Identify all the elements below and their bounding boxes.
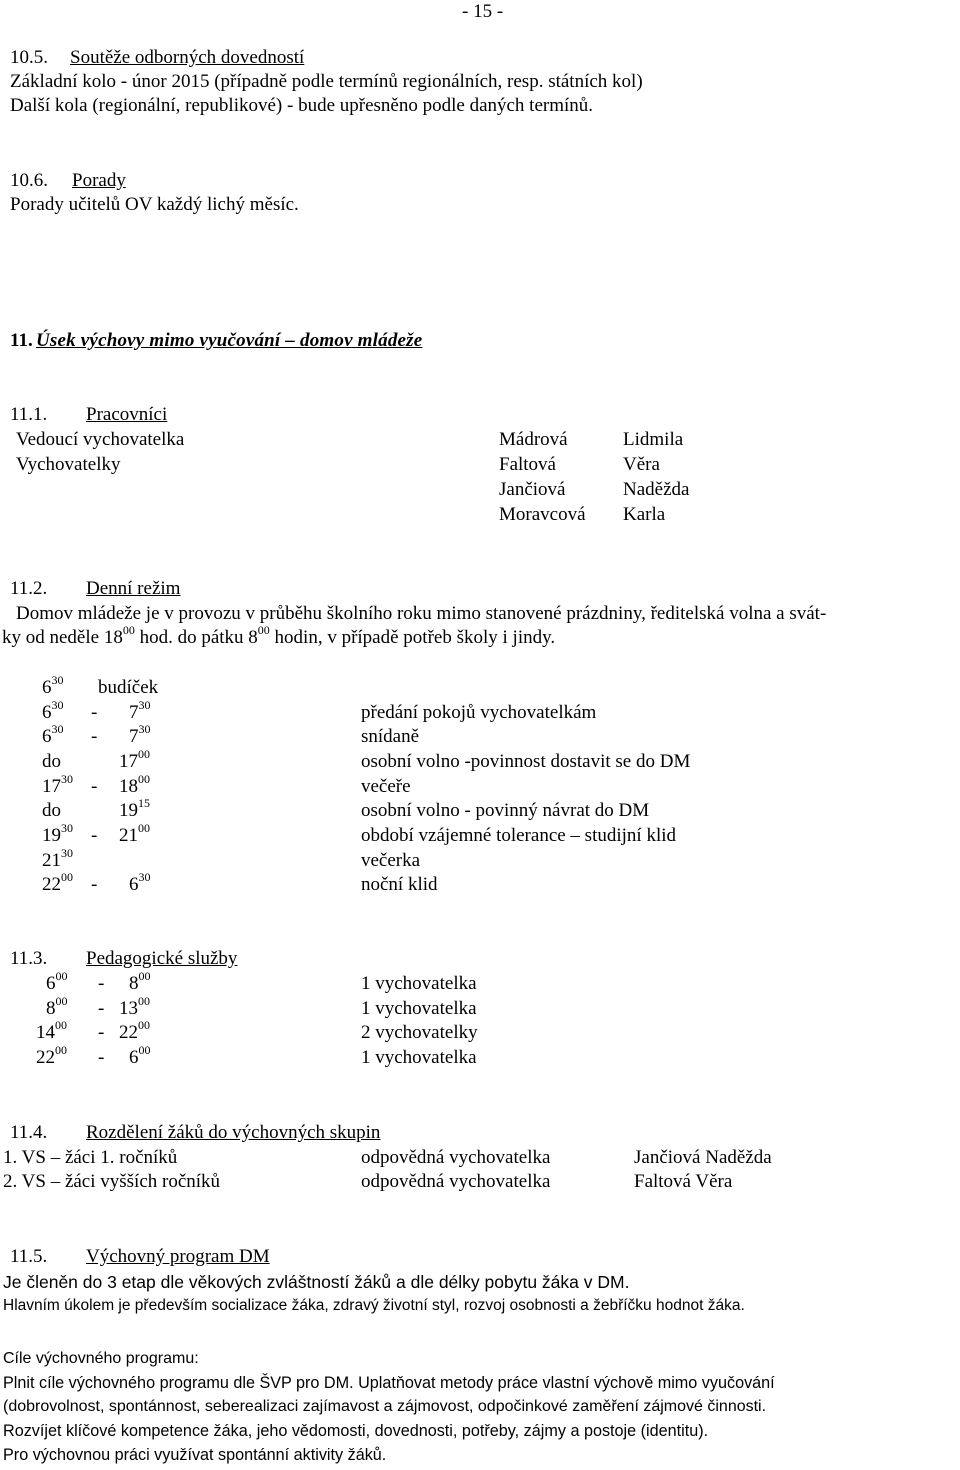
staff-surname: Jančiová	[499, 479, 566, 500]
paragraph-line: Další kola (regionální, republikové) - bude upřesněno podle daných termínů.	[10, 95, 594, 116]
section-heading: Denní režim	[86, 578, 181, 599]
duty-to: $13^{00}$	[119, 993, 150, 1019]
group-name: 1. VS – žáci 1. ročníků	[3, 1147, 178, 1168]
chapter-number: 11.	[10, 330, 33, 351]
schedule-desc: osobní volno -povinnost dostavit se do DM	[361, 751, 691, 772]
schedule-to: $18^{00}$	[119, 771, 150, 797]
schedule-desc: noční klid	[361, 874, 438, 895]
duty-desc: 1 vychovatelka	[361, 973, 477, 994]
staff-name: Naděžda	[623, 479, 690, 500]
staff-surname: Mádrová	[499, 429, 568, 450]
paragraph-line: Domov mládeže je v provozu v průběhu školního roku mimo stanovené prázdniny, ředitelská volna a svát-	[16, 603, 827, 624]
section-number: 11.3.	[10, 948, 48, 969]
schedule-from: $6^{30}$	[42, 721, 64, 747]
program-line: (dobrovolnost, spontánnost, seberealizaci zajímavost a zájmovost, odpočinkové zaměření zájmové činnosti.	[3, 1398, 767, 1415]
duty-dash: -	[98, 1022, 105, 1043]
duty-from: $22^{00}$	[36, 1042, 67, 1068]
section-heading: Porady	[72, 170, 126, 191]
duty-dash: -	[98, 1047, 105, 1068]
staff-role: Vedoucí vychovatelka	[16, 429, 185, 450]
section-heading: Pracovníci	[86, 404, 168, 425]
schedule-from: do	[42, 751, 61, 772]
schedule-dash: -	[91, 776, 98, 797]
schedule-dash: -	[91, 702, 98, 723]
program-line: Plnit cíle výchovného programu dle ŠVP pro DM. Uplatňovat metody práce vlastní výchově mimo vyučování	[3, 1374, 775, 1392]
section-number: 11.5.	[10, 1246, 48, 1267]
schedule-from: $21^{30}$	[42, 845, 73, 871]
duty-from: $14^{00}$	[36, 1017, 67, 1043]
paragraph-line	[2, 622, 556, 650]
schedule-desc: předání pokojů vychovatelkám	[361, 702, 597, 723]
section-number: 11.2.	[10, 578, 48, 599]
schedule-to: $21^{00}$	[119, 820, 150, 846]
program-line: Je členěn do 3 etap dle věkových zvláštností žáků a dle délky pobytu žáka v DM.	[3, 1272, 630, 1292]
duty-desc: 1 vychovatelka	[361, 998, 477, 1019]
staff-name: Lidmila	[623, 429, 684, 450]
staff-role: Vychovatelky	[16, 454, 121, 475]
schedule-desc: snídaně	[361, 726, 420, 747]
duty-to: $8^{00}$	[129, 968, 151, 994]
schedule-to: $6^{30}$	[129, 869, 151, 895]
program-line: Hlavním úkolem je především socializace žáka, zdravý životní styl, rozvoj osobnosti a žebříčku hodnot žáka.	[3, 1297, 745, 1314]
staff-name: Karla	[623, 504, 666, 525]
group-person: Jančiová Naděžda	[634, 1147, 772, 1168]
duty-to: $6^{00}$	[129, 1042, 151, 1068]
staff-name: Věra	[623, 454, 660, 475]
program-subheading: Cíle výchovného programu:	[3, 1350, 199, 1367]
group-role: odpovědná vychovatelka	[361, 1171, 551, 1192]
schedule-to: $7^{30}$	[129, 721, 151, 747]
chapter-heading: Úsek výchovy mimo vyučování – domov mládeže	[36, 330, 423, 351]
group-name: 2. VS – žáci vyšších ročníků	[3, 1171, 221, 1192]
page-number: - 15 -	[462, 1, 504, 22]
text-run: hod. do pátku 8	[134, 627, 258, 648]
schedule-label: budíček	[98, 677, 159, 698]
schedule-desc: večerka	[361, 850, 421, 871]
schedule-desc: osobní volno - povinný návrat do DM	[361, 800, 650, 821]
program-line: Rozvíjet klíčové kompetence žáka, jeho vědomosti, dovednosti, potřeby, zájmy a postoje (identitu).	[3, 1422, 709, 1440]
schedule-to: $7^{30}$	[129, 697, 151, 723]
text-run: hodin, v případě potřeb školy i jindy.	[269, 627, 556, 648]
schedule-from: $22^{00}$	[42, 869, 73, 895]
section-heading: Rozdělení žáků do výchovných skupin	[86, 1122, 381, 1143]
duty-from: $8^{00}$	[46, 993, 68, 1019]
schedule-desc: období vzájemné tolerance – studijní klid	[361, 825, 677, 846]
section-number: 11.4.	[10, 1122, 48, 1143]
duty-desc: 1 vychovatelka	[361, 1047, 477, 1068]
section-number: 10.5.	[10, 47, 48, 68]
group-person: Faltová Věra	[634, 1171, 733, 1192]
schedule-to: $17^{00}$	[119, 746, 150, 772]
time-superscript: 00	[122, 622, 135, 637]
schedule-from: $17^{30}$	[42, 771, 73, 797]
section-heading: Výchovný program DM	[86, 1246, 270, 1267]
schedule-to: $19^{15}$	[119, 795, 150, 821]
duty-dash: -	[98, 998, 105, 1019]
schedule-from: $19^{30}$	[42, 820, 73, 846]
duty-to: $22^{00}$	[119, 1017, 150, 1043]
text-run: ky od neděle 18	[2, 627, 123, 648]
section-number: 10.6.	[10, 170, 48, 191]
program-line: Pro výchovnou práci využívat spontánní aktivity žáků.	[3, 1446, 387, 1464]
schedule-from: $6^{30}$	[42, 672, 64, 698]
schedule-from: $6^{30}$	[42, 697, 64, 723]
duty-desc: 2 vychovatelky	[361, 1022, 478, 1043]
schedule-dash: -	[91, 874, 98, 895]
schedule-dash: -	[91, 825, 98, 846]
duty-from: $6^{00}$	[46, 968, 68, 994]
section-number: 11.1.	[10, 404, 48, 425]
schedule-from: do	[42, 800, 61, 821]
section-heading: Pedagogické služby	[86, 948, 238, 969]
staff-surname: Faltová	[499, 454, 556, 475]
schedule-desc: večeře	[361, 776, 411, 797]
schedule-dash: -	[91, 726, 98, 747]
paragraph-line: Základní kolo - únor 2015 (případně podle termínů regionálních, resp. státních kol)	[10, 71, 643, 92]
paragraph-line: Porady učitelů OV každý lichý měsíc.	[10, 194, 299, 215]
time-superscript: 00	[257, 622, 270, 637]
section-heading: Soutěže odborných dovedností	[70, 47, 305, 68]
staff-surname: Moravcová	[499, 504, 586, 525]
duty-dash: -	[98, 973, 105, 994]
group-role: odpovědná vychovatelka	[361, 1147, 551, 1168]
